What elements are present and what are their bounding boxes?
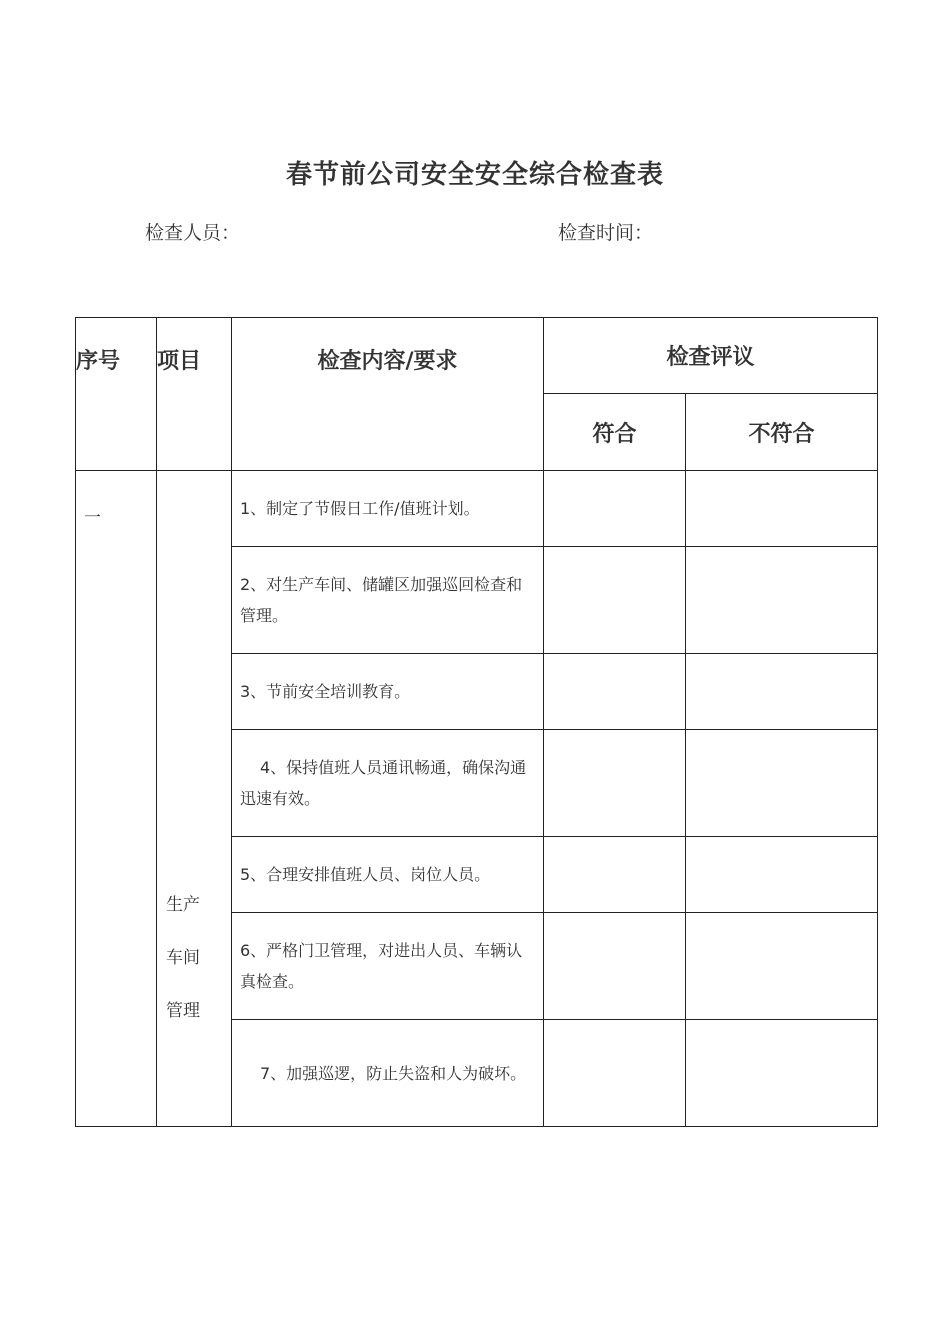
- fail-cell[interactable]: [686, 730, 878, 837]
- item-line: 管理: [166, 1001, 200, 1021]
- inspection-table: [75, 317, 878, 1127]
- fail-cell[interactable]: [686, 654, 878, 730]
- header-fail: 不符合: [686, 394, 878, 471]
- pass-cell[interactable]: [544, 547, 686, 654]
- header-review: 检查评议: [544, 318, 878, 394]
- requirement-cell: 5、合理安排值班人员、岗位人员。: [232, 837, 544, 913]
- requirement-cell: 6、严格门卫管理，对进出人员、车辆认真检查。: [232, 913, 544, 1020]
- pass-cell[interactable]: [544, 837, 686, 913]
- fail-cell[interactable]: [686, 1020, 878, 1127]
- table-row: [76, 471, 878, 547]
- section-item: [157, 471, 232, 1127]
- fail-cell[interactable]: [686, 471, 878, 547]
- pass-cell[interactable]: [544, 730, 686, 837]
- header-pass: 符合: [544, 394, 686, 471]
- pass-cell[interactable]: [544, 1020, 686, 1127]
- header-seq: 序号: [76, 318, 157, 471]
- requirement-cell: 1、制定了节假日工作/值班计划。: [232, 471, 544, 547]
- pass-cell[interactable]: [544, 913, 686, 1020]
- fail-cell[interactable]: [686, 913, 878, 1020]
- section-seq: 一: [76, 471, 157, 1127]
- header-item: 项目: [157, 318, 232, 471]
- page-title: 春节前公司安全安全综合检查表: [285, 160, 664, 190]
- requirement-cell: 3、节前安全培训教育。: [232, 654, 544, 730]
- fail-cell[interactable]: [686, 547, 878, 654]
- pass-cell[interactable]: [544, 654, 686, 730]
- inspection-time-label: 检查时间：: [558, 222, 654, 244]
- requirement-cell: 4、保持值班人员通讯畅通，确保沟通迅速有效。: [232, 730, 544, 837]
- requirement-cell: 7、加强巡逻，防止失盗和人为破坏。: [232, 1020, 544, 1127]
- item-line: 生产: [166, 895, 200, 915]
- requirement-cell: 2、对生产车间、储罐区加强巡回检查和管理。: [232, 547, 544, 654]
- inspector-label: 检查人员：: [145, 222, 241, 244]
- item-line: 车间: [166, 948, 200, 968]
- header-content: 检查内容/要求: [232, 318, 544, 471]
- fail-cell[interactable]: [686, 837, 878, 913]
- pass-cell[interactable]: [544, 471, 686, 547]
